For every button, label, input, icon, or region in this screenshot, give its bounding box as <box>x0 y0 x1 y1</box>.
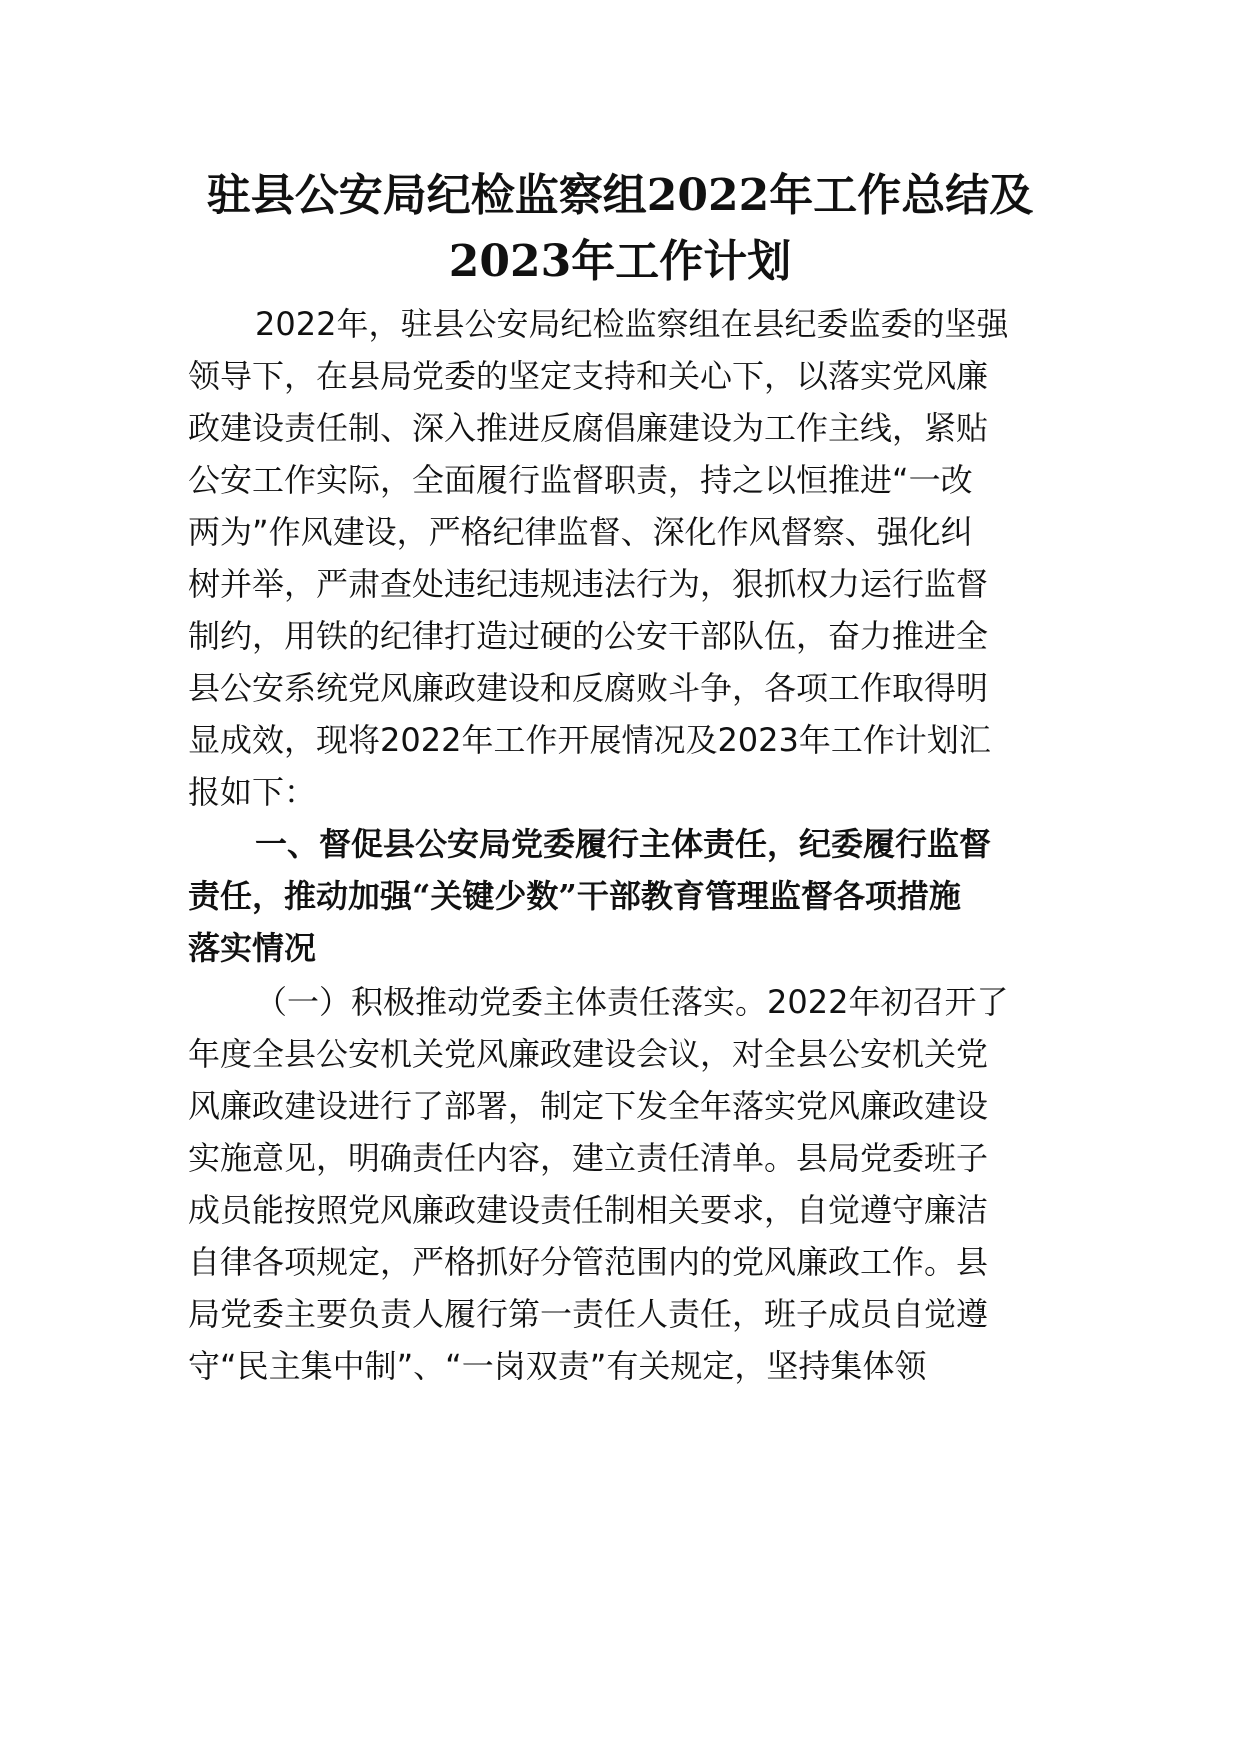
paragraph-1-line-5: 两为”作风建设，严格纪律监督、深化作风督察、强化纠 <box>188 513 973 551</box>
paragraph-3-line-8: 守“民主集中制”、“一岗双责”有关规定，坚持集体领 <box>188 1347 927 1385</box>
paragraph-3-line-3: 风廉政建设进行了部署，制定下发全年落实党风廉政建设 <box>188 1087 989 1125</box>
paragraph-1-line-4: 公安工作实际，全面履行监督职责，持之以恒推进“一改 <box>188 461 973 499</box>
paragraph-3-line-7: 局党委主要负责人履行第一责任人责任，班子成员自觉遵 <box>188 1295 989 1333</box>
paragraph-3-line-2: 年度全县公安机关党风廉政建设会议，对全县公安机关党 <box>188 1035 989 1073</box>
paragraph-1-line-6: 树并举，严肃查处违纪违规违法行为，狠抓权力运行监督 <box>188 565 989 603</box>
title-line-2: 2023年工作计划 <box>448 236 792 287</box>
section-heading-line-2: 责任，推动加强“关键少数”干部教育管理监督各项措施 <box>188 877 961 915</box>
paragraph-3-line-5: 成员能按照党风廉政建设责任制相关要求，自觉遵守廉洁 <box>188 1191 989 1229</box>
paragraph-1-line-9: 显成效，现将2022年工作开展情况及2023年工作计划汇 <box>188 721 991 759</box>
paragraph-1-line-8: 县公安系统党风廉政建设和反腐败斗争，各项工作取得明 <box>188 669 989 707</box>
paragraph-1-line-3: 政建设责任制、深入推进反腐倡廉建设为工作主线，紧贴 <box>188 409 989 447</box>
document-title <box>0 163 1240 295</box>
paragraph-1-line-10: 报如下： <box>188 773 317 811</box>
paragraph-3-line-1: （一）积极推动党委主体责任落实。2022年初召开了 <box>255 983 1009 1021</box>
title-line-1: 驻县公安局纪检监察组2022年工作总结及 <box>206 170 1034 221</box>
section-heading-line-1: 一、督促县公安局党委履行主体责任，纪委履行监督 <box>255 825 992 863</box>
paragraph-1-line-7: 制约，用铁的纪律打造过硬的公安干部队伍，奋力推进全 <box>188 617 989 655</box>
paragraph-3-line-4: 实施意见，明确责任内容，建立责任清单。县局党委班子 <box>188 1139 989 1177</box>
paragraph-1-line-1: 2022年，驻县公安局纪检监察组在县纪委监委的坚强 <box>255 305 1009 343</box>
paragraph-1-line-2: 领导下，在县局党委的坚定支持和关心下，以落实党风廉 <box>188 357 989 395</box>
paragraph-3-line-6: 自律各项规定，严格抓好分管范围内的党风廉政工作。县 <box>188 1243 989 1281</box>
section-heading-line-3: 落实情况 <box>188 929 317 967</box>
